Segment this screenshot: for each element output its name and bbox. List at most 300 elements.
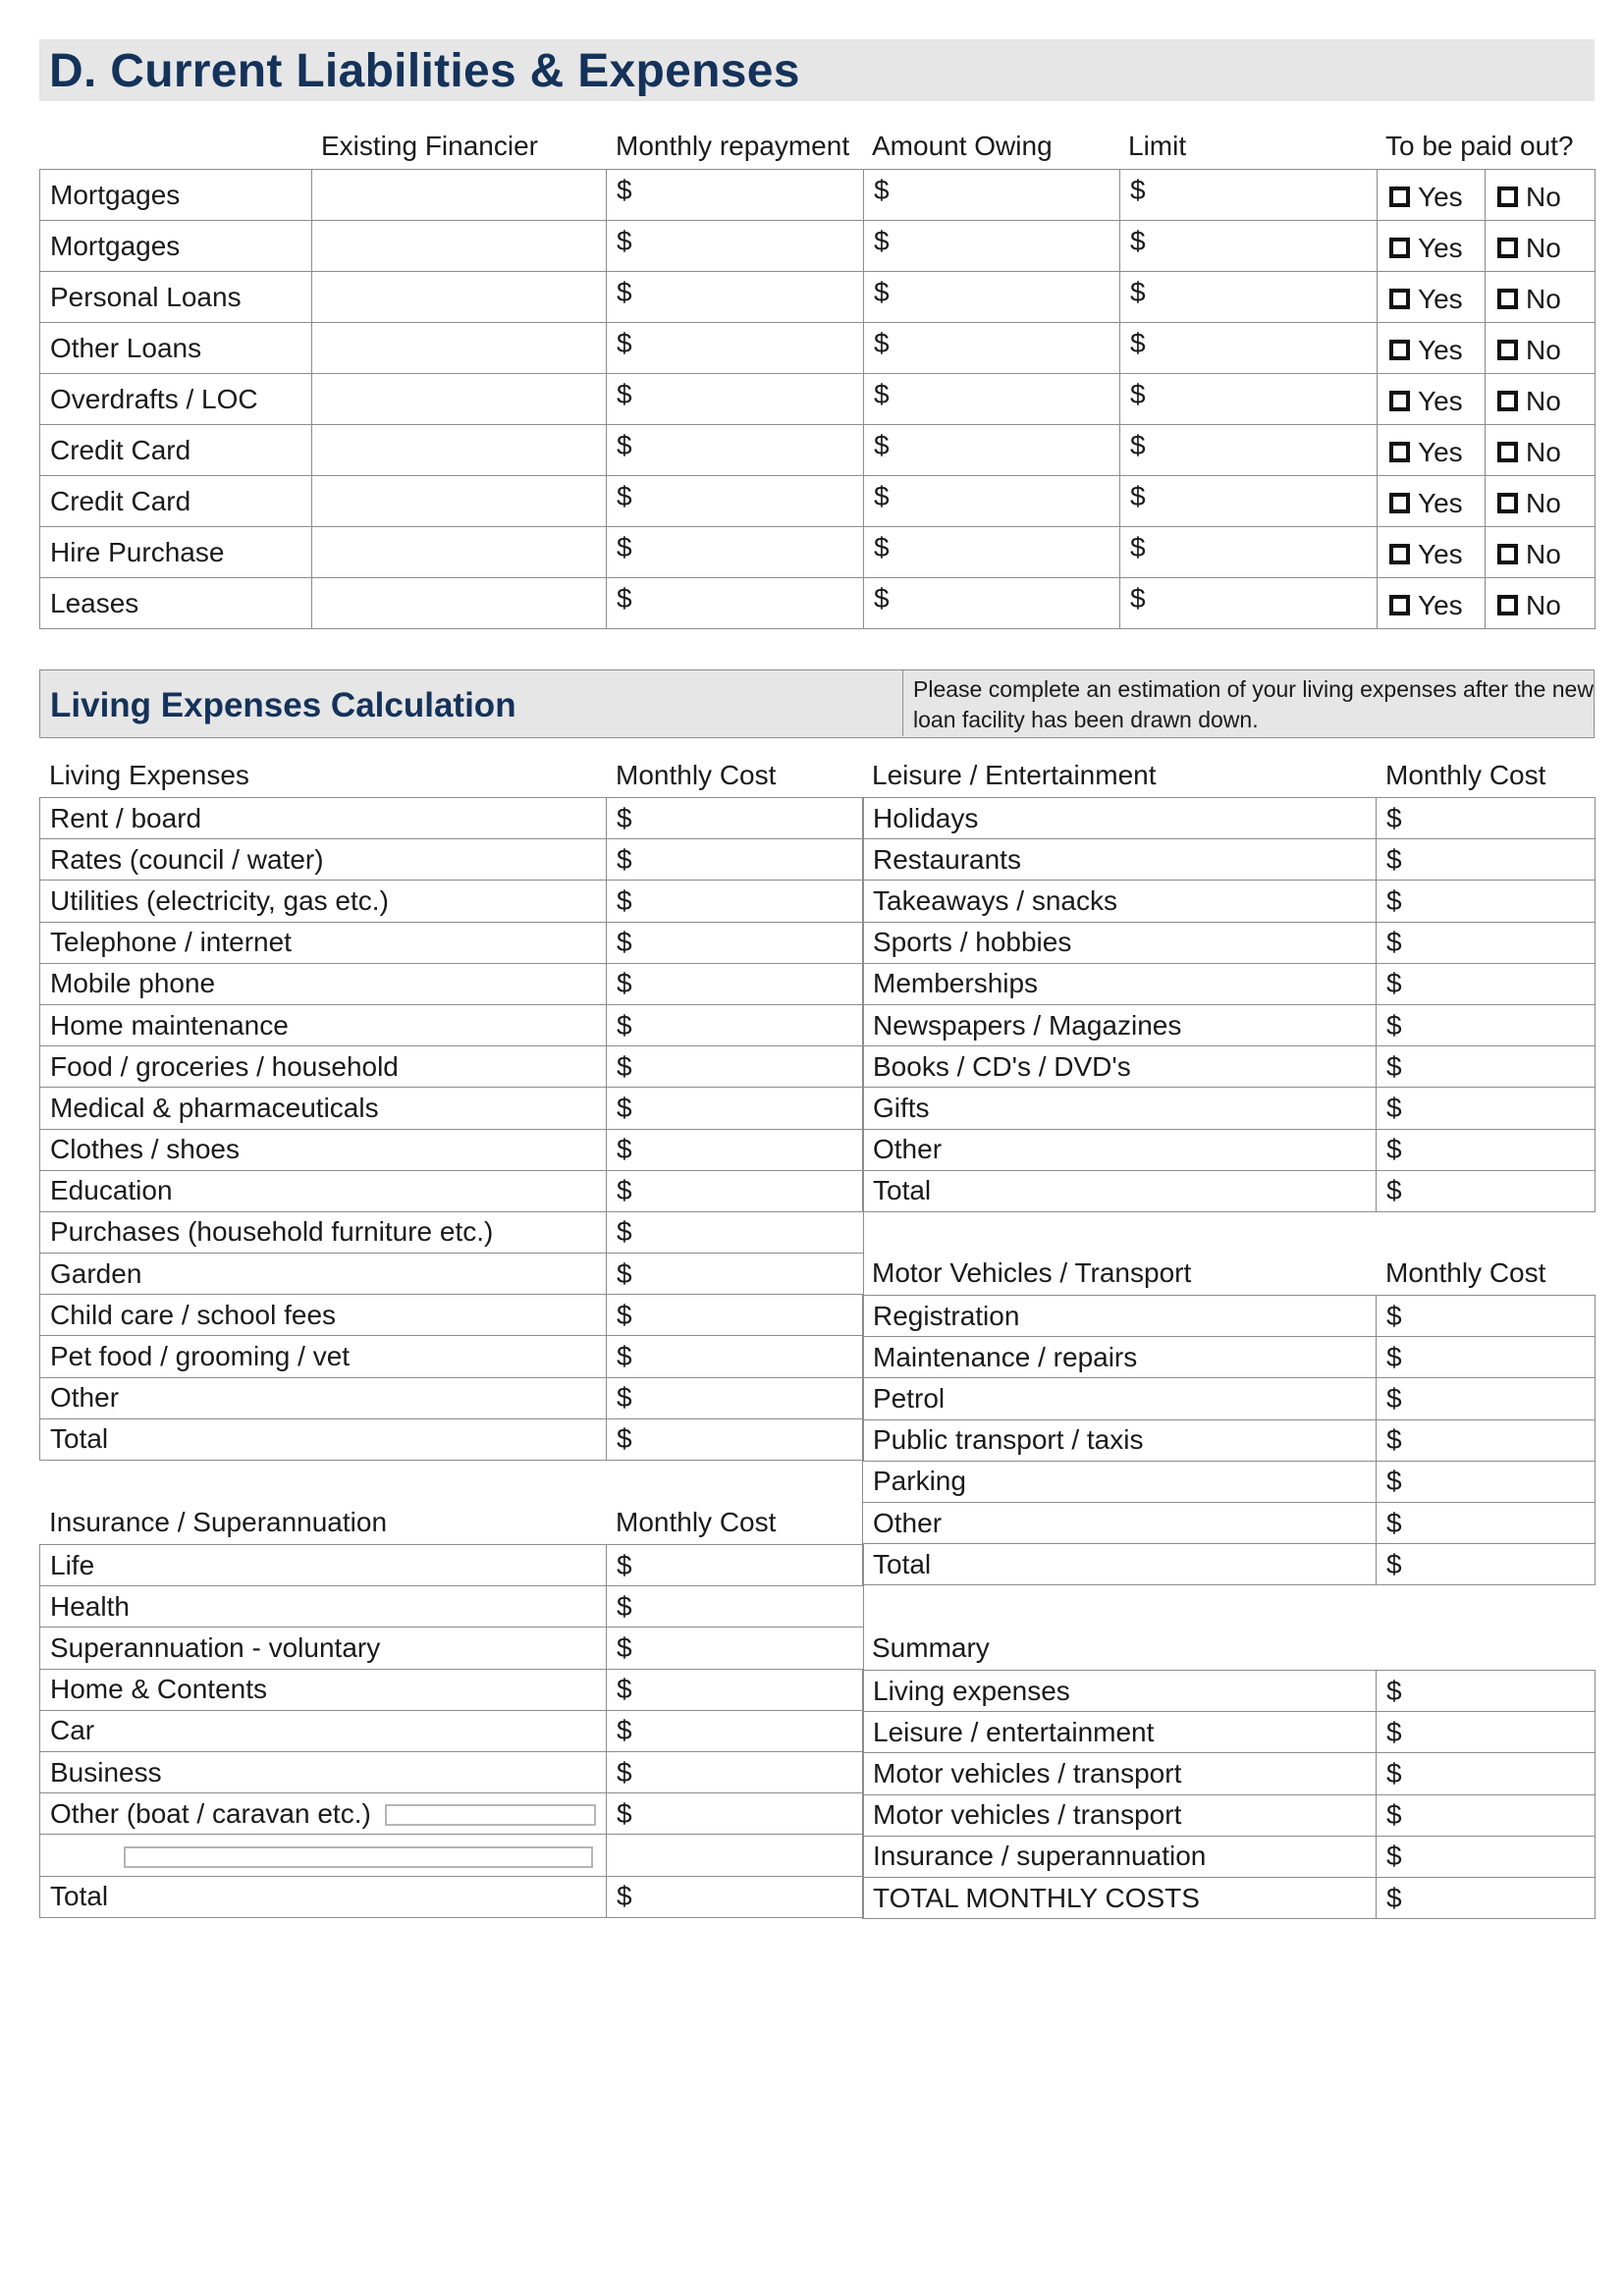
summary-row-label: Insurance / superannuation	[863, 1836, 1377, 1877]
paid-out-no-checkbox[interactable]	[1497, 187, 1518, 207]
insurance-row-label-cell	[40, 1751, 607, 1792]
summary-row-amount-field[interactable]	[1377, 1836, 1596, 1877]
liability-label: Other Loans	[40, 323, 312, 374]
repayment-field[interactable]	[607, 170, 864, 221]
paid-out-no-cell	[1486, 527, 1596, 578]
currency-symbol: $	[617, 532, 632, 562]
leisure-row-amount-field[interactable]	[1377, 881, 1596, 922]
leisure-row-amount-field[interactable]	[1377, 1088, 1596, 1129]
motor-row	[863, 1337, 1596, 1378]
living-expense-row	[40, 1295, 864, 1336]
living-expense-row	[40, 1336, 864, 1377]
currency-symbol: $	[1386, 1716, 1402, 1747]
leisure-row	[863, 1129, 1596, 1170]
liability-row	[40, 476, 1596, 527]
paid-out-no-checkbox[interactable]	[1497, 391, 1518, 411]
living-expense-row-amount-field[interactable]	[607, 881, 864, 922]
owing-field[interactable]	[864, 221, 1120, 272]
motor-row-amount-field[interactable]	[1377, 1544, 1596, 1585]
limit-field[interactable]	[1120, 578, 1378, 629]
repayment-field[interactable]	[607, 578, 864, 629]
insurance-row-label: Life	[50, 1549, 95, 1580]
paid-out-yes-label: Yes	[1418, 334, 1463, 365]
currency-symbol: $	[617, 1631, 632, 1663]
insurance-amount-field[interactable]	[607, 1710, 864, 1751]
currency-symbol: $	[874, 328, 890, 358]
header-amount-owing: Amount Owing	[872, 131, 1053, 161]
currency-symbol: $	[617, 927, 632, 958]
insurance-extra-amount-field[interactable]	[607, 1835, 864, 1876]
paid-out-no-checkbox[interactable]	[1497, 544, 1518, 564]
leisure-row-label: Other	[863, 1129, 1377, 1170]
summary-row-amount-field[interactable]	[1377, 1753, 1596, 1794]
paid-out-yes-option[interactable]	[1389, 335, 1463, 366]
paid-out-yes-label: Yes	[1418, 487, 1463, 518]
liabilities-table	[39, 169, 1596, 629]
paid-out-no-option[interactable]	[1497, 386, 1561, 417]
leisure-table	[862, 797, 1596, 1212]
summary-row	[863, 1794, 1596, 1836]
leisure-row-amount-field[interactable]	[1377, 1129, 1596, 1170]
summary-row-label: Living expenses	[863, 1671, 1377, 1712]
liability-row	[40, 374, 1596, 425]
living-expense-row-amount-field[interactable]	[607, 1295, 864, 1336]
motor-row	[863, 1296, 1596, 1337]
living-expense-row-label: Telephone / internet	[40, 922, 607, 963]
owing-field[interactable]	[864, 476, 1120, 527]
liability-row	[40, 425, 1596, 476]
summary-row	[863, 1671, 1596, 1712]
currency-symbol: $	[617, 1674, 632, 1705]
living-expense-row-label: Home maintenance	[40, 1004, 607, 1045]
currency-symbol: $	[1386, 1009, 1402, 1041]
leisure-row-amount-field[interactable]	[1377, 839, 1596, 881]
paid-out-yes-cell	[1378, 425, 1486, 476]
currency-symbol: $	[1386, 1092, 1402, 1123]
insurance-row-label: Car	[50, 1715, 95, 1746]
living-expense-row-label: Child care / school fees	[40, 1295, 607, 1336]
currency-symbol: $	[1130, 328, 1146, 358]
living-expense-row	[40, 839, 864, 881]
paid-out-yes-option[interactable]	[1389, 488, 1463, 519]
paid-out-no-label: No	[1526, 181, 1561, 212]
leisure-row	[863, 1004, 1596, 1045]
currency-symbol: $	[1386, 1675, 1402, 1706]
currency-symbol: $	[617, 1715, 632, 1746]
currency-symbol: $	[1386, 1757, 1402, 1789]
paid-out-yes-checkbox[interactable]	[1389, 187, 1410, 207]
repayment-field[interactable]	[607, 374, 864, 425]
paid-out-yes-label: Yes	[1418, 589, 1463, 620]
insurance-extra-cell	[40, 1835, 607, 1876]
currency-symbol: $	[1386, 1507, 1402, 1538]
header-existing-financier: Existing Financier	[321, 131, 538, 161]
paid-out-no-label: No	[1526, 589, 1561, 620]
paid-out-no-option[interactable]	[1497, 335, 1561, 366]
paid-out-yes-option[interactable]	[1389, 539, 1463, 570]
existing-financier-field[interactable]	[312, 170, 607, 221]
living-expenses-note: Please complete an estimation of your living expenses after the new loan facility has been drawn down.	[902, 670, 1596, 736]
leisure-row	[863, 1088, 1596, 1129]
living-expense-row	[40, 1254, 864, 1295]
living-expense-row-amount-field[interactable]	[607, 1336, 864, 1377]
motor-row-amount-field[interactable]	[1377, 1378, 1596, 1419]
paid-out-yes-checkbox[interactable]	[1389, 595, 1410, 615]
paid-out-no-checkbox[interactable]	[1497, 289, 1518, 309]
paid-out-yes-option[interactable]	[1389, 386, 1463, 417]
insurance-cost-heading: Monthly Cost	[616, 1507, 777, 1537]
currency-symbol: $	[617, 1881, 632, 1912]
insurance-amount-field[interactable]	[607, 1669, 864, 1710]
leisure-row-amount-field[interactable]	[1377, 922, 1596, 963]
owing-field[interactable]	[864, 374, 1120, 425]
currency-symbol: $	[617, 1590, 632, 1622]
living-expense-row-label: Mobile phone	[40, 963, 607, 1004]
liability-row	[40, 170, 1596, 221]
repayment-field[interactable]	[607, 272, 864, 323]
living-expense-row-label: Clothes / shoes	[40, 1129, 607, 1170]
leisure-row-label: Takeaways / snacks	[863, 881, 1377, 922]
insurance-amount-field[interactable]	[607, 1793, 864, 1835]
leisure-row-amount-field[interactable]	[1377, 963, 1596, 1004]
insurance-row	[40, 1545, 864, 1586]
currency-symbol: $	[617, 1382, 632, 1414]
summary-row-amount-field[interactable]	[1377, 1794, 1596, 1836]
currency-symbol: $	[617, 1341, 632, 1372]
currency-symbol: $	[617, 1299, 632, 1330]
leisure-row-label: Newspapers / Magazines	[863, 1004, 1377, 1045]
motor-row-amount-field[interactable]	[1377, 1461, 1596, 1502]
paid-out-yes-checkbox[interactable]	[1389, 289, 1410, 309]
paid-out-yes-option[interactable]	[1389, 284, 1463, 315]
paid-out-yes-label: Yes	[1418, 538, 1463, 569]
leisure-row	[863, 963, 1596, 1004]
living-expense-row-amount-field[interactable]	[607, 1004, 864, 1045]
currency-symbol: $	[617, 1797, 632, 1829]
living-expense-row-label: Rates (council / water)	[40, 839, 607, 881]
insurance-row-label: Superannuation - voluntary	[50, 1631, 381, 1663]
paid-out-yes-label: Yes	[1418, 181, 1463, 212]
currency-symbol: $	[1130, 532, 1146, 562]
liability-row	[40, 527, 1596, 578]
leisure-row-label: Total	[863, 1170, 1377, 1211]
currency-symbol: $	[1130, 379, 1146, 409]
limit-field[interactable]	[1120, 374, 1378, 425]
paid-out-yes-checkbox[interactable]	[1389, 391, 1410, 411]
living-expense-row	[40, 922, 864, 963]
repayment-field[interactable]	[607, 476, 864, 527]
insurance-row	[40, 1710, 864, 1751]
insurance-amount-field[interactable]	[607, 1751, 864, 1792]
paid-out-yes-cell	[1378, 272, 1486, 323]
existing-financier-field[interactable]	[312, 578, 607, 629]
owing-field[interactable]	[864, 425, 1120, 476]
liability-label: Hire Purchase	[40, 527, 312, 578]
currency-symbol: $	[617, 1756, 632, 1788]
leisure-row	[863, 922, 1596, 963]
insurance-total-amount-field[interactable]	[607, 1876, 864, 1917]
paid-out-no-checkbox[interactable]	[1497, 442, 1518, 462]
leisure-row-label: Memberships	[863, 963, 1377, 1004]
liability-row	[40, 578, 1596, 629]
currency-symbol: $	[617, 1092, 632, 1123]
leisure-row-label: Sports / hobbies	[863, 922, 1377, 963]
motor-row-label: Other	[863, 1502, 1377, 1543]
leisure-row-label: Gifts	[863, 1088, 1377, 1129]
leisure-heading: Leisure / Entertainment	[872, 760, 1157, 790]
header-limit: Limit	[1128, 131, 1187, 161]
paid-out-yes-cell	[1378, 221, 1486, 272]
existing-financier-field[interactable]	[312, 476, 607, 527]
living-expense-row-label: Utilities (electricity, gas etc.)	[40, 881, 607, 922]
leisure-row	[863, 798, 1596, 839]
limit-field[interactable]	[1120, 323, 1378, 374]
motor-row	[863, 1378, 1596, 1419]
currency-symbol: $	[617, 379, 632, 409]
currency-symbol: $	[617, 1549, 632, 1580]
living-expense-row	[40, 1088, 864, 1129]
paid-out-yes-option[interactable]	[1389, 437, 1463, 468]
paid-out-no-checkbox[interactable]	[1497, 340, 1518, 360]
repayment-field[interactable]	[607, 527, 864, 578]
section-title: D. Current Liabilities & Expenses	[49, 45, 800, 97]
summary-row	[863, 1712, 1596, 1753]
summary-heading: Summary	[872, 1632, 990, 1663]
other-insurance-description-input[interactable]	[385, 1804, 596, 1826]
currency-symbol: $	[1130, 226, 1146, 256]
insurance-amount-field[interactable]	[607, 1628, 864, 1669]
insurance-row	[40, 1586, 864, 1628]
living-expenses-heading: Living Expenses	[49, 760, 249, 790]
paid-out-no-option[interactable]	[1497, 488, 1561, 519]
leisure-row-amount-field[interactable]	[1377, 1004, 1596, 1045]
owing-field[interactable]	[864, 272, 1120, 323]
currency-symbol: $	[1386, 1799, 1402, 1831]
living-expense-row	[40, 1377, 864, 1418]
motor-row-amount-field[interactable]	[1377, 1296, 1596, 1337]
header-monthly-repayment: Monthly repayment	[616, 131, 850, 161]
currency-symbol: $	[617, 1423, 632, 1455]
paid-out-yes-cell	[1378, 527, 1486, 578]
currency-symbol: $	[617, 884, 632, 916]
summary-row-amount-field[interactable]	[1377, 1671, 1596, 1712]
header-to-be-paid-out: To be paid out?	[1385, 131, 1574, 161]
leisure-row-amount-field[interactable]	[1377, 798, 1596, 839]
living-expense-row-label: Medical & pharmaceuticals	[40, 1088, 607, 1129]
currency-symbol: $	[617, 1009, 632, 1041]
currency-symbol: $	[874, 481, 890, 511]
paid-out-no-checkbox[interactable]	[1497, 595, 1518, 615]
liability-label: Mortgages	[40, 221, 312, 272]
paid-out-no-option[interactable]	[1497, 437, 1561, 468]
repayment-field[interactable]	[607, 323, 864, 374]
paid-out-yes-cell	[1378, 170, 1486, 221]
paid-out-no-label: No	[1526, 283, 1561, 314]
owing-field[interactable]	[864, 323, 1120, 374]
insurance-row-label-cell	[40, 1669, 607, 1710]
living-expense-row-amount-field[interactable]	[607, 1129, 864, 1170]
insurance-row-label-cell	[40, 1586, 607, 1628]
living-expense-row-amount-field[interactable]	[607, 1377, 864, 1418]
summary-row	[863, 1877, 1596, 1918]
paid-out-yes-label: Yes	[1418, 385, 1463, 416]
currency-symbol: $	[1130, 277, 1146, 307]
living-expense-row-amount-field[interactable]	[607, 1046, 864, 1088]
currency-symbol: $	[1386, 1050, 1402, 1082]
living-expenses-cost-heading: Monthly Cost	[616, 760, 777, 790]
paid-out-no-option[interactable]	[1497, 590, 1561, 621]
motor-row	[863, 1419, 1596, 1461]
paid-out-no-checkbox[interactable]	[1497, 238, 1518, 258]
other-insurance-extra-input[interactable]	[124, 1846, 593, 1868]
living-expense-row	[40, 1004, 864, 1045]
living-expense-row	[40, 963, 864, 1004]
insurance-total-label: Total	[40, 1876, 607, 1917]
repayment-field[interactable]	[607, 221, 864, 272]
motor-row-amount-field[interactable]	[1377, 1419, 1596, 1461]
currency-symbol: $	[874, 379, 890, 409]
motor-heading: Motor Vehicles / Transport	[872, 1257, 1192, 1288]
currency-symbol: $	[617, 1050, 632, 1082]
living-expense-row-amount-field[interactable]	[607, 839, 864, 881]
motor-row-label: Maintenance / repairs	[863, 1337, 1377, 1378]
paid-out-no-checkbox[interactable]	[1497, 493, 1518, 513]
currency-symbol: $	[874, 430, 890, 460]
currency-symbol: $	[617, 802, 632, 833]
insurance-row-label-cell	[40, 1545, 607, 1586]
paid-out-yes-option[interactable]	[1389, 590, 1463, 621]
paid-out-no-cell	[1486, 425, 1596, 476]
living-expense-row-amount-field[interactable]	[607, 922, 864, 963]
paid-out-yes-checkbox[interactable]	[1389, 238, 1410, 258]
currency-symbol: $	[1130, 583, 1146, 614]
paid-out-yes-cell	[1378, 323, 1486, 374]
insurance-row-label: Other (boat / caravan etc.)	[50, 1797, 371, 1829]
currency-symbol: $	[1386, 1382, 1402, 1414]
living-expense-row	[40, 798, 864, 839]
living-expense-row-amount-field[interactable]	[607, 1211, 864, 1253]
liability-label: Overdrafts / LOC	[40, 374, 312, 425]
currency-symbol: $	[1386, 843, 1402, 875]
existing-financier-field[interactable]	[312, 425, 607, 476]
living-expenses-banner	[39, 669, 1595, 738]
limit-field[interactable]	[1120, 272, 1378, 323]
paid-out-yes-label: Yes	[1418, 436, 1463, 467]
currency-symbol: $	[1386, 1466, 1402, 1497]
living-expense-row-amount-field[interactable]	[607, 963, 864, 1004]
liability-row	[40, 221, 1596, 272]
liability-label: Credit Card	[40, 476, 312, 527]
currency-symbol: $	[1386, 1882, 1402, 1913]
insurance-row-label: Business	[50, 1756, 162, 1788]
currency-symbol: $	[1386, 1548, 1402, 1579]
leisure-cost-heading: Monthly Cost	[1385, 760, 1546, 790]
limit-field[interactable]	[1120, 221, 1378, 272]
living-expense-row-amount-field[interactable]	[607, 798, 864, 839]
summary-row-label: Leisure / entertainment	[863, 1712, 1377, 1753]
living-expenses-table	[39, 797, 864, 1461]
limit-field[interactable]	[1120, 170, 1378, 221]
living-expense-row-label: Purchases (household furniture etc.)	[40, 1211, 607, 1253]
currency-symbol: $	[1386, 1134, 1402, 1165]
paid-out-no-option[interactable]	[1497, 284, 1561, 315]
insurance-amount-field[interactable]	[607, 1545, 864, 1586]
insurance-row	[40, 1628, 864, 1669]
currency-symbol: $	[617, 1134, 632, 1165]
paid-out-no-option[interactable]	[1497, 539, 1561, 570]
paid-out-yes-option[interactable]	[1389, 233, 1463, 264]
living-expense-row-amount-field[interactable]	[607, 1088, 864, 1129]
currency-symbol: $	[1386, 1424, 1402, 1456]
paid-out-no-option[interactable]	[1497, 182, 1561, 213]
currency-symbol: $	[1386, 884, 1402, 916]
paid-out-yes-label: Yes	[1418, 232, 1463, 263]
paid-out-yes-checkbox[interactable]	[1389, 340, 1410, 360]
summary-row-label: Motor vehicles / transport	[863, 1794, 1377, 1836]
insurance-row-label: Health	[50, 1590, 130, 1622]
living-expense-row-amount-field[interactable]	[607, 1170, 864, 1211]
existing-financier-field[interactable]	[312, 221, 607, 272]
currency-symbol: $	[1130, 481, 1146, 511]
existing-financier-field[interactable]	[312, 527, 607, 578]
limit-field[interactable]	[1120, 425, 1378, 476]
limit-field[interactable]	[1120, 527, 1378, 578]
owing-field[interactable]	[864, 170, 1120, 221]
living-expense-row-amount-field[interactable]	[607, 1418, 864, 1460]
leisure-row-amount-field[interactable]	[1377, 1170, 1596, 1211]
living-expense-row-amount-field[interactable]	[607, 1254, 864, 1295]
leisure-row-amount-field[interactable]	[1377, 1046, 1596, 1088]
summary-row-amount-field[interactable]	[1377, 1712, 1596, 1753]
currency-symbol: $	[1130, 430, 1146, 460]
paid-out-yes-cell	[1378, 476, 1486, 527]
existing-financier-field[interactable]	[312, 374, 607, 425]
paid-out-no-option[interactable]	[1497, 233, 1561, 264]
currency-symbol: $	[1386, 968, 1402, 999]
repayment-field[interactable]	[607, 425, 864, 476]
limit-field[interactable]	[1120, 476, 1378, 527]
paid-out-yes-checkbox[interactable]	[1389, 493, 1410, 513]
living-expense-row	[40, 1129, 864, 1170]
summary-row-amount-field[interactable]	[1377, 1877, 1596, 1918]
living-expense-row	[40, 881, 864, 922]
paid-out-no-cell	[1486, 221, 1596, 272]
owing-field[interactable]	[864, 578, 1120, 629]
paid-out-yes-cell	[1378, 374, 1486, 425]
currency-symbol: $	[1386, 1175, 1402, 1206]
insurance-amount-field[interactable]	[607, 1586, 864, 1628]
currency-symbol: $	[617, 226, 632, 256]
owing-field[interactable]	[864, 527, 1120, 578]
paid-out-yes-checkbox[interactable]	[1389, 442, 1410, 462]
living-expense-row-label: Rent / board	[40, 798, 607, 839]
paid-out-yes-option[interactable]	[1389, 182, 1463, 213]
paid-out-yes-label: Yes	[1418, 283, 1463, 314]
currency-symbol: $	[617, 1216, 632, 1248]
paid-out-no-label: No	[1526, 385, 1561, 416]
motor-row-amount-field[interactable]	[1377, 1337, 1596, 1378]
existing-financier-field[interactable]	[312, 323, 607, 374]
existing-financier-field[interactable]	[312, 272, 607, 323]
leisure-row	[863, 1170, 1596, 1211]
currency-symbol: $	[1386, 1841, 1402, 1872]
living-expense-row-label: Food / groceries / household	[40, 1046, 607, 1088]
currency-symbol: $	[1386, 1341, 1402, 1372]
paid-out-yes-checkbox[interactable]	[1389, 544, 1410, 564]
motor-row-amount-field[interactable]	[1377, 1502, 1596, 1543]
living-expense-row-label: Education	[40, 1170, 607, 1211]
leisure-row-label: Holidays	[863, 798, 1377, 839]
